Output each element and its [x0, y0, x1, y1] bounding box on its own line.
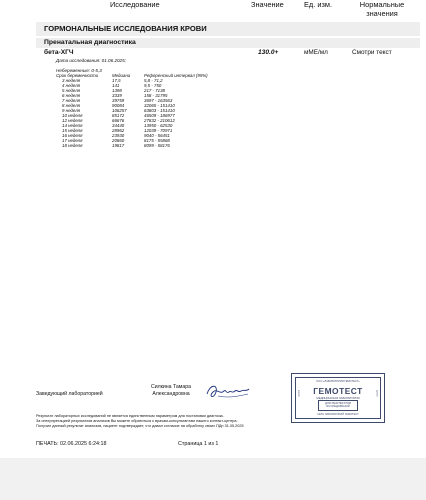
stamp-center-box [318, 400, 358, 411]
ref-range: 32065 - 151410 [144, 103, 175, 108]
ref-term: 16 неделя [62, 133, 83, 138]
print-timestamp: ПЕЧАТЬ: 02.06.2025 6:24:18 [36, 441, 107, 447]
ref-range: 8175 - 55868 [144, 138, 170, 143]
ref-term: 4 неделя [62, 83, 81, 88]
stamp-bottom-text: СЕТЬ ЛАБОРАТОРИЙ ГЕМОТЕСТ [317, 413, 359, 416]
ref-header-term: Срок беременности [56, 73, 99, 78]
stamp-box-text [319, 402, 357, 409]
section-band [36, 22, 420, 36]
stamp-side-text-right: ОГРН [375, 390, 378, 397]
ref-term: 17 неделя [62, 138, 83, 143]
ref-range: 63803 - 151410 [144, 108, 175, 113]
header-value-column: Значение [251, 0, 284, 9]
ref-median: 141 [112, 83, 120, 88]
ref-term: 9 неделя [62, 108, 81, 113]
stamp-inner-frame [295, 377, 381, 419]
ref-term: 7 неделя [62, 98, 81, 103]
stamp-subtitle: МЕДИЦИНСКАЯ ЛАБОРАТОРИЯ [316, 396, 360, 400]
ref-header-median: Медиана [112, 73, 131, 78]
ref-median: 34440 [112, 123, 125, 128]
ref-term: 5 неделя [62, 88, 81, 93]
ref-header-range: Референсный интервал (95%) [144, 73, 208, 78]
ref-term: 18 неделя [62, 143, 83, 148]
ref-range: 13950 - 62530 [144, 123, 173, 128]
stamp-box-line1: ДЛЯ РЕЗУЛЬТАТОВ [325, 401, 351, 405]
ref-range: 158 - 31795 [144, 93, 168, 98]
ref-term: 10 неделя [62, 113, 83, 118]
stamp-box-line2: ИССЛЕДОВАНИЙ [326, 404, 350, 409]
ref-median: 66676 [112, 118, 125, 123]
ref-range: 46509 - 186977 [144, 113, 175, 118]
ref-median: 90084 [112, 103, 125, 108]
stamp-top-text: ООО «ЛАБОРАТОРИЯ ГЕМОТЕСТ» [316, 380, 360, 383]
test-unit: мМЕ/мл [304, 49, 328, 56]
ref-median: 3339 [112, 93, 122, 98]
header-norm-column: Нормальные значения [359, 0, 405, 18]
lab-head-name-line2: Александровна [152, 391, 190, 397]
ref-range: 217 - 7138 [144, 88, 165, 93]
lab-head-role: Заведующий лабораторией [36, 391, 103, 397]
ref-median: 28962 [112, 128, 125, 133]
ref-range: 9040 - 56451 [144, 133, 170, 138]
page-counter: Страница 1 из 1 [178, 441, 219, 447]
test-name: бета-ХГЧ [44, 49, 74, 56]
ref-term: 14 неделя [62, 123, 83, 128]
ref-term: 8 неделя [62, 103, 81, 108]
ref-median: 23930 [112, 133, 125, 138]
ref-median: 106257 [112, 108, 127, 113]
disclaimer-line: Результат лабораторных исследований не является единственным параметром для постановки диагноза. [36, 414, 224, 418]
ref-term: 15 неделя [62, 128, 83, 133]
nonpregnant-range: Небеременные: 0-5,3 [56, 68, 102, 73]
study-date: Дата исследования: 01.06.2025; [56, 58, 126, 63]
header-test-column: Исследование [110, 0, 160, 9]
ref-range: 27832 - 210612 [144, 118, 175, 123]
ref-range: 12039 - 70971 [144, 128, 173, 133]
ref-term: 12 неделя [62, 118, 83, 123]
stamp-side-text-left: ОГРН [298, 390, 301, 397]
subsection-title: Пренатальная диагностика [44, 39, 136, 46]
test-norm: Смотри текст [352, 49, 392, 56]
lab-head-name-line1: Силкина Тамара [150, 384, 192, 390]
ref-median: 39759 [112, 98, 125, 103]
ref-term: 3 неделя [62, 78, 81, 83]
ref-median: 1398 [112, 88, 122, 93]
viewer-background [0, 458, 426, 500]
test-value: 130.0+ [258, 49, 279, 56]
stamp-logo-text: ГЕМОТЕСТ [313, 386, 363, 396]
disclaimer-line: За интерпретацией результатов анализов Вы можете обратиться к врачам-консультантам нашего контакт-центра. [36, 419, 238, 423]
header-unit-column: Ед. изм. [304, 0, 332, 9]
subsection-band [36, 38, 420, 48]
ref-median: 85172 [112, 113, 125, 118]
ref-range: 3697 - 163563 [144, 98, 173, 103]
ref-median: 17,5 [112, 78, 121, 83]
lab-stamp [291, 373, 385, 423]
disclaimer-line: Получил данный результат анализов, пациент подтверждает, что давал согласие на обработку своих ПДн 31.05.2025 [36, 424, 244, 428]
ref-term: 6 неделя [62, 93, 81, 98]
ref-range: 9,5 - 750 [144, 83, 162, 88]
ref-range: 8099 - 58176 [144, 143, 170, 148]
ref-median: 20860 [112, 138, 125, 143]
lab-head-name [134, 384, 208, 398]
handwritten-signature [204, 380, 252, 402]
ref-median: 19817 [112, 143, 125, 148]
ref-range: 5,8 - 71,2 [144, 78, 163, 83]
section-title: ГОРМОНАЛЬНЫЕ ИССЛЕДОВАНИЯ КРОВИ [44, 24, 207, 33]
